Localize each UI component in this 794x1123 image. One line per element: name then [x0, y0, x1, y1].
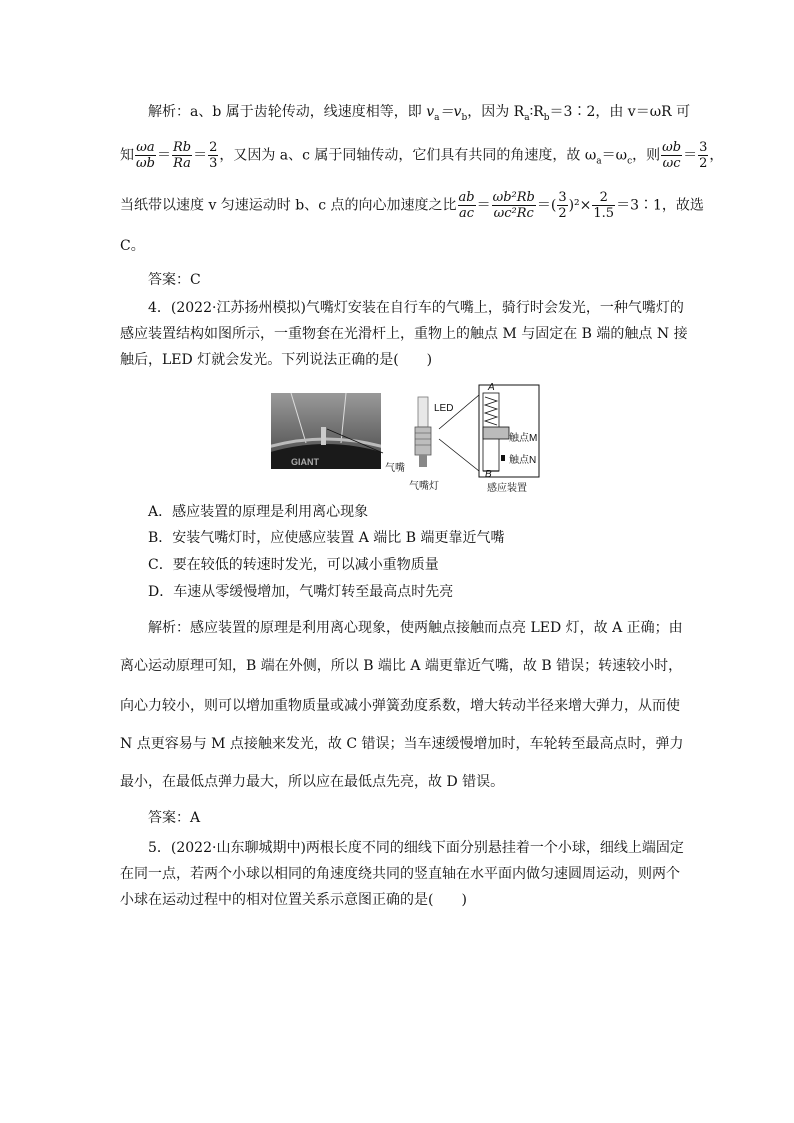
fraction: $\frac{\omega a}{\omega b}$ — [136, 140, 155, 171]
analysis-label: 解析： — [148, 104, 190, 120]
svg-text:GIANT: GIANT — [291, 457, 319, 467]
option-c: C．要在较低的转速时发光，可以减小重物质量 — [148, 557, 439, 573]
label-lamp: 气嘴灯 — [409, 481, 439, 492]
q4-analysis-5: 最小，在最低点弹力最大，所以应在最低点先亮，故 D 错误。 — [120, 774, 505, 790]
label-m: 触点M — [509, 433, 538, 444]
analysis-line-4: C。 — [120, 238, 145, 254]
q4-line-3: 触后，LED 灯就会发光。下列说法正确的是( ) — [120, 352, 433, 368]
q4-analysis-1: 解析：感应装置的原理是利用离心现象，使两触点接触而点亮 LED 灯，故 A 正确；由 — [148, 620, 683, 636]
label-a: A — [488, 382, 495, 393]
q4-line-2: 感应装置结构如图所示，一重物套在光滑杆上，重物上的触点 M 与固定在 B 端的触点 N 接 — [120, 326, 688, 342]
q4-analysis-3: 向心力较小，则可以增加重物质量或减小弹簧劲度系数，增大转动半径来增大弹力，从而使 — [120, 698, 680, 714]
q4-line-1: 4．(2022·江苏扬州模拟)气嘴灯安装在自行车的气嘴上，骑行时会发光，一种气嘴灯的 — [148, 300, 684, 316]
q5-line-2: 在同一点，若两个小球以相同的角速度绕共同的竖直轴在水平面内做匀速圆周运动，则两个 — [120, 866, 680, 882]
fraction: $\frac{3}{2}$ — [699, 140, 708, 171]
q4-analysis-4: N 点更容易与 M 点接触来发光，故 C 错误；当车速缓慢增加时，车轮转至最高点时，弹力 — [120, 736, 684, 752]
fraction: $\frac{\omega b}{\omega c}$ — [662, 140, 682, 171]
fraction: $\frac{ab}{ac}$ — [458, 190, 475, 221]
fraction: $\frac{3}{2}$ — [558, 190, 567, 221]
fraction: $\frac{Rb}{Ra}$ — [172, 140, 192, 171]
analysis-line-3: 当纸带以速度 v 匀速运动时 b、c 点的向心加速度之比 $\frac{ab}{ac}$ ＝ $\frac{\text{ωb²Rb}}{\text{ωc²Rc}}$ ＝( $\frac{3}{2}$ )²× $\frac{2}{1.5}$ ＝3∶1，故选 — [120, 190, 704, 221]
answer-4: 答案：A — [148, 810, 201, 826]
q5-line-1: 5．(2022·山东聊城期中)两根长度不同的细线下面分别悬挂着一个小球，细线上端固定 — [148, 840, 684, 856]
option-d: D．车速从零缓慢增加，气嘴灯转至最高点时先亮 — [148, 584, 454, 600]
label-b: B — [485, 469, 492, 480]
label-led: LED — [434, 403, 454, 414]
option-b: B．安装气嘴灯时，应使感应装置 A 端比 B 端更靠近气嘴 — [148, 530, 505, 546]
label-qizui: 气嘴 — [385, 463, 405, 474]
fraction: $\frac{2}{3}$ — [209, 140, 218, 171]
answer-3: 答案：C — [148, 272, 201, 288]
label-device: 感应装置 — [487, 483, 527, 494]
fraction: $\frac{\text{ωb²Rb}}{\text{ωc²Rc}}$ — [492, 190, 535, 221]
q5-line-3: 小球在运动过程中的相对位置关系示意图正确的是( ) — [120, 892, 467, 908]
q4-analysis-2: 离心运动原理可知，B 端在外侧，所以 B 端比 A 端更靠近气嘴，故 B 错误；转速较小时， — [120, 658, 683, 674]
figure-air-nozzle-lamp — [271, 383, 541, 495]
analysis-line-1: 解析：a、b 属于齿轮传动，线速度相等，即 $v_a=v_b$，因为 $R_a∶R_b=3∶2$，由 v＝ωR 可 — [148, 104, 691, 123]
label-n: 触点N — [509, 455, 537, 466]
analysis-line-2: 知 $\frac{\omega a}{\omega b}$ ＝ $\frac{Rb}{Ra}$ ＝ $\frac{2}{3}$ ，又因为 a、c 属于同轴传动，它们具有共同的角速度，故 $\omega_a=\omega_c$，则 $\frac{\omega b}{\omega c}$ ＝ $\frac{3}{2}$ ， — [120, 140, 724, 171]
fraction: $\frac{2}{1.5}$ — [593, 190, 615, 221]
option-a: A．感应装置的原理是利用离心现象 — [148, 504, 369, 520]
